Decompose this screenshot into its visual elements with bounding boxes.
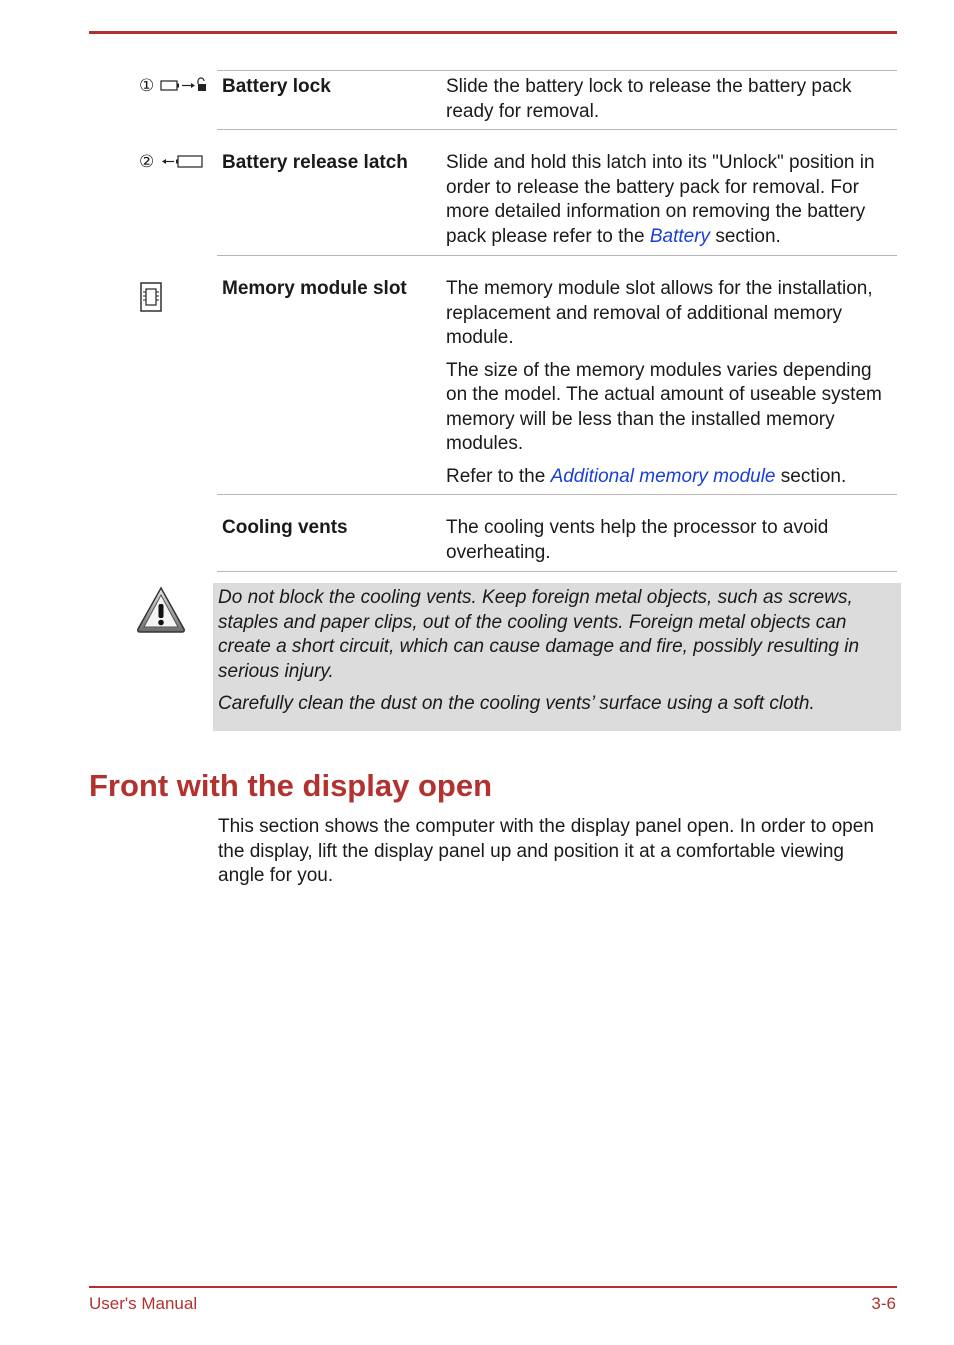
row-divider [217,129,897,130]
section-body: This section shows the computer with the display panel open. In order to open the display, lift the display panel up and position it at a comfortable viewing angle for you. [218,816,874,886]
section-heading: Front with the display open [89,768,492,803]
row-divider [217,494,897,495]
battery-release-latch-icon [139,152,209,172]
footer-manual-title: User's Manual [89,1294,198,1313]
term-description [446,277,896,497]
term-description [446,516,896,573]
term-description [446,75,896,132]
warning-paragraph: Do not block the cooling vents. Keep foreign metal objects, such as screws, staples and paper clips, out of the cooling vents. Foreign metal objects can create a short circuit, which can cause damage and fire, possibly resulting in serious injury. [218,587,860,682]
row-divider [217,255,897,256]
additional-memory-module-link[interactable]: Additional memory module [550,465,776,487]
page-number: 3-6 [871,1294,896,1313]
row-divider [217,70,897,71]
footer-rule [89,1286,897,1288]
description-paragraph: Slide the battery lock to release the battery pack ready for removal. [446,76,852,122]
warning-note [213,583,901,731]
warning-triangle-icon [136,585,186,640]
term-label: Memory module slot [222,278,407,299]
battery-link[interactable]: Battery [649,225,711,247]
row-divider [217,571,897,572]
description-paragraph: Slide and hold this latch into its "Unlock" position in order to release the battery pack for removal. For more detailed information on removing the battery pack please refer to the Battery section. [446,152,875,247]
term-description [446,151,896,257]
warning-paragraph: Carefully clean the dust on the cooling vents’ surface using a soft cloth. [218,693,815,714]
description-paragraph: The memory module slot allows for the installation, replacement and removal of additional memory module. [446,278,873,348]
term-label: Cooling vents [222,517,348,538]
description-paragraph: The size of the memory modules varies depending on the model. The actual amount of useable system memory will be less than the installed memory modules. [446,359,882,454]
icon-number: ② [139,152,155,171]
icon-number: ① [139,76,155,95]
term-label: Battery lock [222,76,331,97]
header-rule [89,31,897,34]
description-paragraph: The cooling vents help the processor to avoid overheating. [446,517,829,563]
memory-module-slot-icon [140,282,162,317]
battery-lock-icon [139,76,209,96]
term-label: Battery release latch [222,152,408,173]
description-paragraph: Refer to the Additional memory module section. [446,465,847,487]
